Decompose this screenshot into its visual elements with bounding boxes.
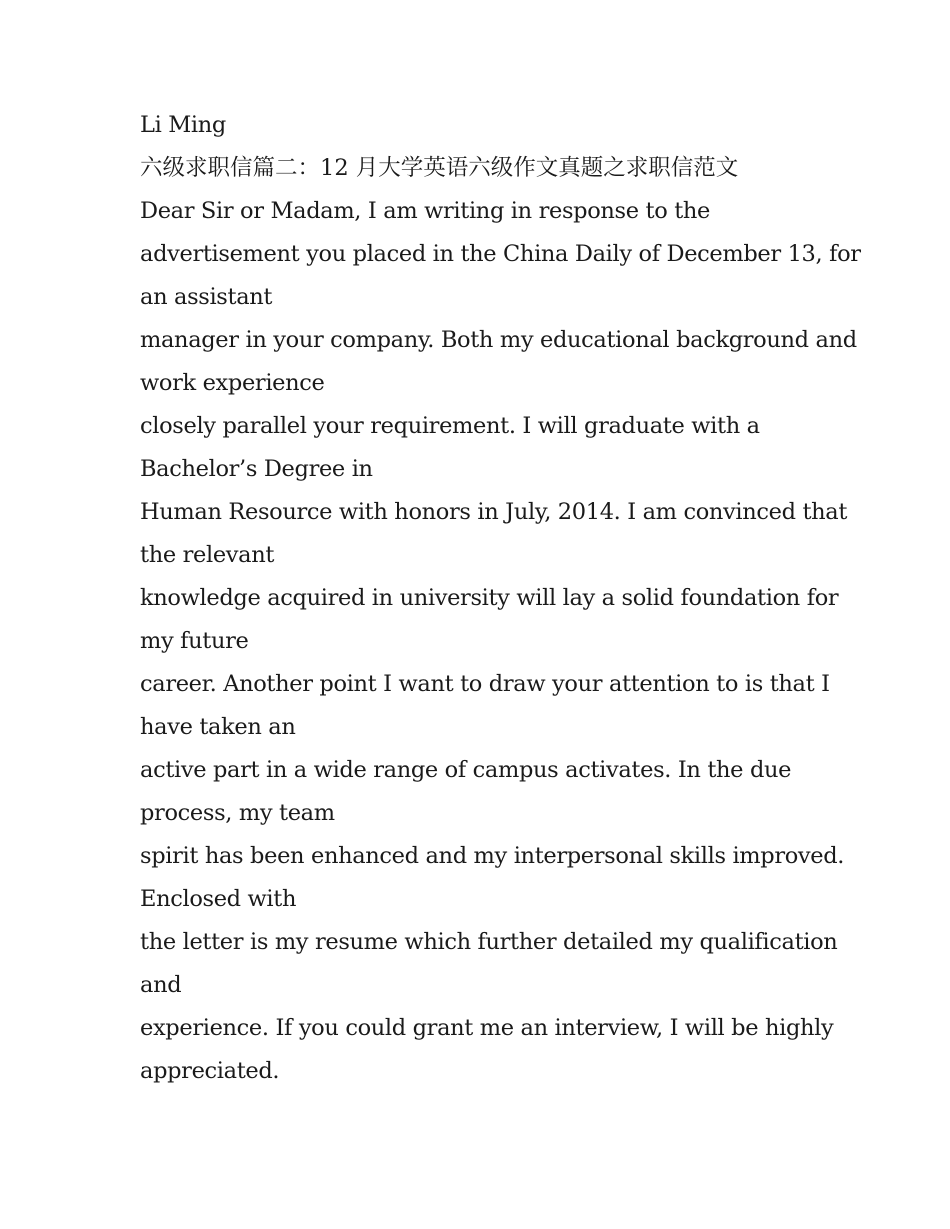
text-line: career. Another point I want to draw your attention to is that I <box>140 671 830 697</box>
sender-name: Li Ming <box>140 112 226 138</box>
letter-body <box>140 104 861 1093</box>
text-line: manager in your company. Both my educational background and <box>140 327 857 353</box>
text-line: spirit has been enhanced and my interpersonal skills improved. <box>140 843 845 869</box>
text-line: Bachelor’s Degree in <box>140 456 373 482</box>
text-line: Human Resource with honors in July, 2014. I am convinced that <box>140 499 848 525</box>
text-line: process, my team <box>140 800 335 826</box>
letter-heading: 六级求职信篇二：12 月大学英语六级作文真题之求职信范文 <box>140 155 739 181</box>
text-line: the letter is my resume which further detailed my qualification <box>140 929 838 955</box>
text-line: my future <box>140 628 249 654</box>
text-line: advertisement you placed in the China Daily of December 13, for <box>140 241 861 267</box>
text-line: Enclosed with <box>140 886 297 912</box>
text-line: work experience <box>140 370 325 396</box>
text-line: knowledge acquired in university will lay a solid foundation for <box>140 585 839 611</box>
text-line: the relevant <box>140 542 275 568</box>
text-line: experience. If you could grant me an interview, I will be highly <box>140 1015 834 1041</box>
text-line: active part in a wide range of campus activates. In the due <box>140 757 792 783</box>
text-line: and <box>140 972 182 998</box>
text-line: closely parallel your requirement. I will graduate with a <box>140 413 760 439</box>
text-line: appreciated. <box>140 1058 280 1084</box>
text-line: have taken an <box>140 714 296 740</box>
text-line: Dear Sir or Madam, I am writing in response to the <box>140 198 710 224</box>
text-line: an assistant <box>140 284 273 310</box>
